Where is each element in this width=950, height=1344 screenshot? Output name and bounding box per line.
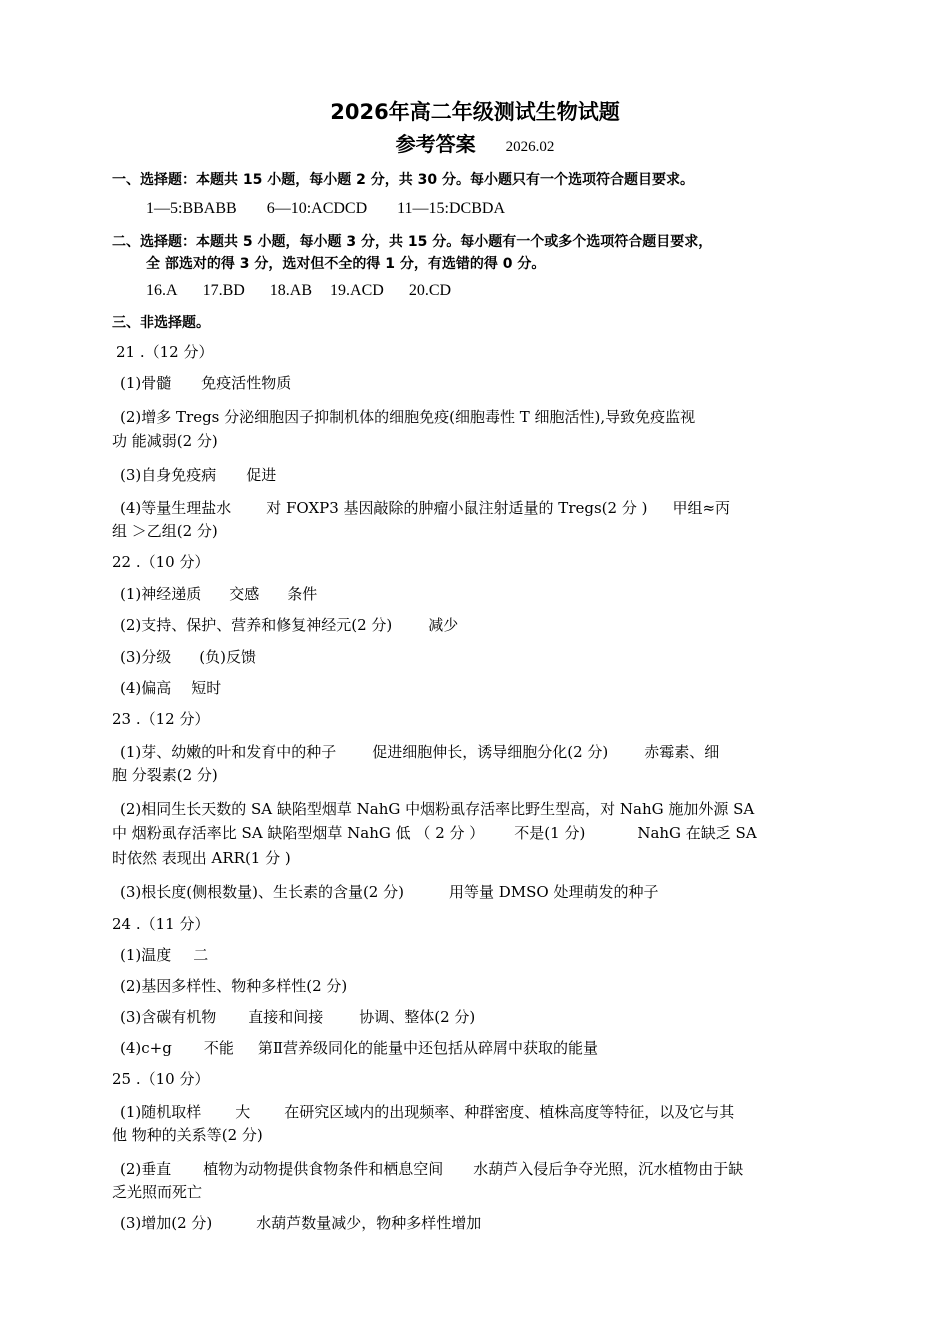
answer-text: 甲组≈丙 [672,499,731,517]
subtitle-row [0,128,950,157]
answer-text: 赤霉素、细 [644,743,720,761]
q23-answer-1-line1 [120,740,719,764]
answer-text: 水葫芦数量减少，物种多样性增加 [256,1214,482,1232]
q22-answer-3 [120,645,256,669]
answer-group: 19.ACD [330,282,384,299]
q21-answer-3 [120,463,276,487]
answer-text: 协调、整体(2 分) [359,1008,476,1026]
answer-group: 6—10:ACDCD [266,200,368,217]
answer-text: (2)支持、保护、营养和修复神经元(2 分) [120,616,393,634]
q24-answer-2: (2)基因多样性、物种多样性(2 分) [120,977,348,995]
answer-group: 18.AB [269,282,313,299]
question-25-title: 25 .（10 分） [112,1070,210,1088]
q24-answer-1 [120,943,208,967]
answer-text: 对 FOXP3 基因敲除的肿瘤小鼠注射适量的 Tregs(2 分 ) [266,499,648,517]
answer-text: (4)c+g [120,1039,172,1057]
question-22-title: 22 .（10 分） [112,553,210,571]
q23-answer-2-line2 [112,821,757,845]
answer-text: 二 [193,946,209,964]
q25-answer-2-line1 [120,1157,743,1181]
answer-text: 条件 [287,585,318,603]
answer-group: 11—15:DCBDA [397,200,505,217]
subtitle: 参考答案 [395,132,476,156]
q21-answer-4-line1 [120,496,730,520]
answer-text: NahG 在缺乏 SA [637,824,757,842]
section2-heading-line2: 全 部选对的得 3 分，选对但不全的得 1 分，有选错的得 0 分。 [146,256,546,272]
question-21-title: 21 .（12 分） [116,343,214,361]
answer-text: (3)增加(2 分) [120,1214,213,1232]
answer-text: 免疫活性物质 [201,374,292,392]
answer-text: 短时 [191,679,222,697]
answer-text: (2)垂直 [120,1160,172,1178]
answer-text: 第Ⅱ营养级同化的能量中还包括从碎屑中获取的能量 [257,1039,599,1057]
answer-text: (1)随机取样 [120,1103,202,1121]
answer-text: (1)骨髓 [120,374,172,392]
question-24-title: 24 .（11 分） [112,915,210,933]
answer-group: 1—5:BBABB [146,200,237,217]
section3-heading: 三、非选择题。 [112,315,210,331]
q25-answer-2-line2: 乏光照而死亡 [112,1183,203,1201]
q23-answer-2-line3: 时依然 表现出 ARR(1 分 ) [112,849,291,867]
answer-group: 16.A [146,282,178,299]
answer-text: 不是(1 分) [514,824,586,842]
answer-text: 在研究区域内的出现频率、种群密度、植株高度等特征，以及它与其 [284,1103,735,1121]
answer-text: 水葫芦入侵后争夺光照，沉水植物由于缺 [473,1160,744,1178]
q23-answer-1-line2: 胞 分裂素(2 分) [112,766,218,784]
q22-answer-1 [120,582,317,606]
answer-text: 交感 [229,585,260,603]
answer-text: 中 烟粉虱存活率比 SA 缺陷型烟草 NahG 低 （ 2 分 ） [112,824,485,842]
answer-text: 促进 [246,466,277,484]
section2-heading-line1: 二、选择题：本题共 5 小题，每小题 3 分，共 15 分。每小题有一个或多个选项符合题目要求， [112,234,713,250]
question-23-title: 23 .（12 分） [112,710,210,728]
answer-text: 促进细胞伸长，诱导细胞分化(2 分) [372,743,609,761]
answer-text: (1)神经递质 [120,585,202,603]
q21-answer-4-line2: 组 ＞乙组(2 分) [112,522,218,540]
answer-text: 植物为动物提供食物条件和栖息空间 [203,1160,444,1178]
q25-answer-1-line1 [120,1100,734,1124]
date: 2026.02 [505,139,555,155]
answer-text: 直接和间接 [248,1008,324,1026]
answer-text: (4)偏高 [120,679,172,697]
q23-answer-2-line1: (2)相同生长天数的 SA 缺陷型烟草 NahG 中烟粉虱存活率比野生型高，对 NahG 施加外源 SA [120,800,755,818]
q24-answer-3 [120,1005,475,1029]
answer-text: 不能 [203,1039,234,1057]
answer-text: (3)根长度(侧根数量)、生长素的含量(2 分) [120,883,404,901]
answer-text: (1)芽、幼嫩的叶和发育中的种子 [120,743,337,761]
answer-text: (4)等量生理盐水 [120,499,232,517]
q22-answer-4 [120,676,221,700]
section1-heading: 一、选择题：本题共 15 小题，每小题 2 分，共 30 分。每小题只有一个选项符合题目要求。 [112,172,694,188]
q22-answer-2 [120,613,458,637]
answer-group: 20.CD [408,282,452,299]
q25-answer-3 [120,1211,481,1235]
answer-text: 大 [235,1103,251,1121]
q21-answer-2-line2: 功 能减弱(2 分) [112,432,218,450]
page-title: 2026年高二年级测试生物试题 [330,100,620,124]
section1-answers [146,197,505,221]
answer-text: (负)反馈 [199,648,256,666]
q21-answer-2-line1: (2)增多 Tregs 分泌细胞因子抑制机体的细胞免疫(细胞毒性 T 细胞活性),导致免疫监视 [120,408,696,426]
section2-answers [146,279,451,303]
answer-text: (3)自身免疫病 [120,466,217,484]
q23-answer-3 [120,880,658,904]
answer-text: 用等量 DMSO 处理萌发的种子 [448,883,659,901]
q24-answer-4 [120,1036,598,1060]
answer-text: (3)分级 [120,648,172,666]
answer-group: 17.BD [202,282,245,299]
q21-answer-1 [120,371,291,395]
answer-text: (3)含碳有机物 [120,1008,217,1026]
answer-text: (1)温度 [120,946,172,964]
answer-text: 减少 [428,616,459,634]
q25-answer-1-line2: 他 物种的关系等(2 分) [112,1126,263,1144]
